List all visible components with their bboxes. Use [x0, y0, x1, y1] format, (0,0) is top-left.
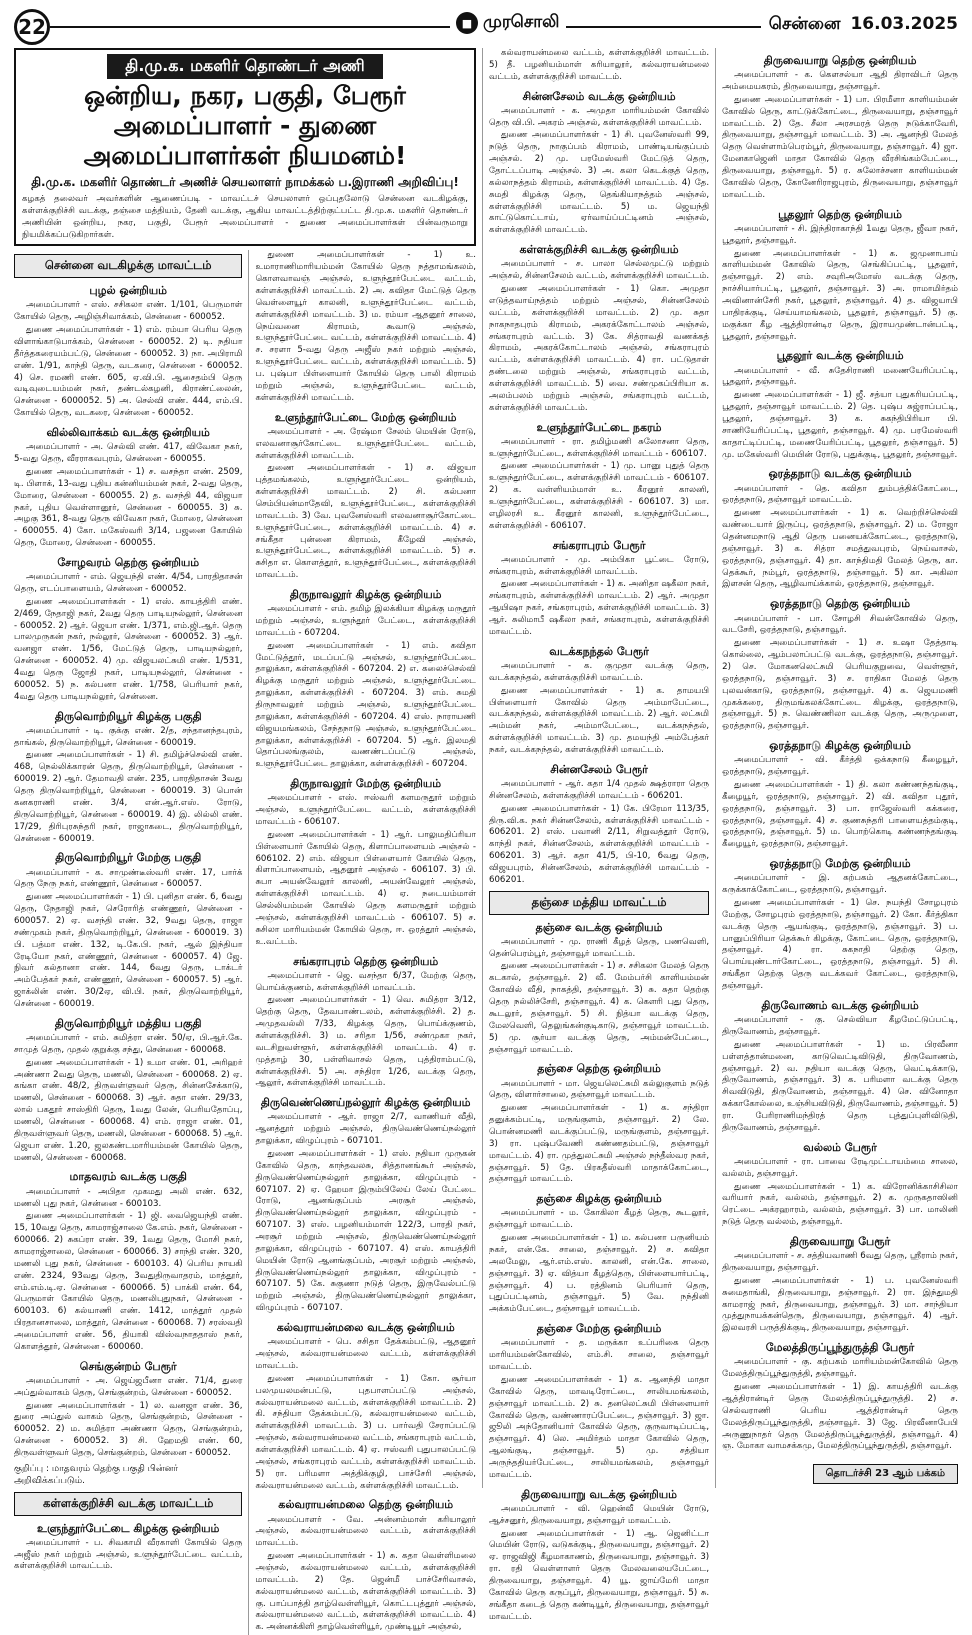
- appointment-paragraph: துணை அமைப்பாளர்கள் - 1) சி. புவனேஸ்வரி 99, நடுத் தெரு, நாகுப்பம் கிராமம், பாண்டியங்குப்பம் அஞ்சல். 2) மு. பரமேஸ்வரி மேட்டுத் தெரு, தோட்டப்பாடி அஞ்சல். 3) அ. கலா கெடக்குத் தெரு, கல்லாநத்தம் கிராமம், கள்ளக்குறிச்சி மாவட்டம். 4) தே. சுமதி கிழக்கு தெரு, தெங்கியாநத்தம் அஞ்சல், கள்ளக்குறிச்சி மாவட்டம். 5) ம. ஜெயந்தி காட்டுகொட்டாய், ஏர்வாய்ப்பட்டினம் அஞ்சல், கள்ளக்குறிச்சி மாவட்டம்.: [488, 130, 710, 236]
- appointment-paragraph: அமைப்பாளர் - ரா. தமிழ்மணி சுலோசனா தெரு, உளுந்தூர்பேட்டை, கள்ளக்குறிச்சி மாவட்டம் - 606107.: [488, 436, 710, 459]
- appointment-paragraph: துணை அமைப்பாளர்கள் - 1) க. ஜமுனாபாய் காளியம்மன் கோவில் தெரு, செங்கிப்பட்டி, பூதலூர், தஞ்சாவூர். 2) எம். சவுரிஅமோஸ் வடக்கு தெரு, நாச்சியார்பட்டி, பூதலூர், தஞ்சாவூர். 3) அ. ராமாமிர்தம் அவினான்சேரி நகர், பூதலூர், தஞ்சாவூர். 4) த. விஜயாபி பாதிரக்குடி, செய்யாமங்கலம், பூதலூர், தஞ்சாவூர். 5) கு. மகுக்கா கீழ ஆத்திரான்டிர தெரு, இராயமுண்டான்பட்டி, பூதலூர், தஞ்சாவூர்.: [722, 248, 958, 342]
- appointment-paragraph: துணை அமைப்பாளர்கள் - 1) க. வெற்றிச்செல்வி வண்டையார் இருப்பு, ஒரத்தநாடு, தஞ்சாவூர். 2) ம. ரோஜா தென்னமநாடு ஆதி தெரு பனையக்கோட்டை, ஒரத்தநாடு, தஞ்சாவூர். 3) க. சித்ரா சமத்துவபுரம், நெய்வாசல், ஒரத்தநாடு, தஞ்சாவூர். 4) தா. காந்திமதி மேலத் தெரு, கா. தெக்கூர், நம்பூர், ஒரத்தநாடு, தஞ்சாவூர். 5) கா. அகிலா இளசன் தெரு, ஆழிவாய்க்கால், ஒரத்தநாடு, தஞ்சாவூர்.: [722, 508, 958, 590]
- union-heading: திருவையாறு பேரூர்: [789, 1235, 891, 1249]
- appointment-paragraph: அமைப்பாளர் - அபிதா முகமது அலி எண். 632, மணலி புது நகர், சென்னை - 600103.: [14, 1186, 243, 1209]
- union-heading: உளுந்தூர்பேட்டை கிழக்கு ஒன்றியம்: [37, 1521, 220, 1535]
- appointment-paragraph: அமைப்பாளர் - இ. கற்பகம் ஆதனக்கோட்டை, கருக்காக்கோட்டை, ஒரத்தநாடு, தஞ்சாவூர்.: [722, 873, 958, 896]
- appointment-paragraph: அமைப்பாளர் - எஸ். சசிகலா எண். 1/101, பெருமாள் கோயில் தெரு, அழிஞ்சிவாக்கம், சென்னை - 600052.: [14, 300, 243, 323]
- appointment-paragraph: துணை அமைப்பாளர்கள் - 1) பி. புனிதா எண். 6, 6வது தெரு, நேதாஜி நகர், செரோரித் எண்ணூர், சென்னை - 600057. 2) ஏ. வசந்தி எண். 32, 9வது தெரு, ராஜா சண்முகம் நகர், திருவொற்றியூர், சென்னை - 600019. 3) பி. பத்மா எண். 132, டி.கே.பி. நகர், ஆல் இந்தியா ரேடியோ நகர், எண்ணூர், சென்னை - 600057. 4) ஜே. நிவர் கல்தானா எண். 144, 6வது தெரு, டாக்டர் அம்பேத்கர் நகர், எண்ணூர், சென்னை - 600057. 5) ஆர். ஜாக்லின் எண். 30/2ஏ, வி.பி. நகர், திருவொற்றியூர், சென்னை - 600019.: [14, 892, 243, 1009]
- appointment-paragraph: அமைப்பாளர் - அ. செல்வி எண். 417, விவேகா நகர், 5-வது தெரு, வீரராகவபுரம், சென்னை - 600055.: [14, 442, 243, 465]
- appointment-paragraph: துணை அமைப்பாளர்கள் - 1) ச. விஜயா புத்தமங்கலம், உளுந்தூர்பேட்டை ஒன்றியம், கள்ளக்குறிச்சி மாவட்டம். 2) சி. கல்பனா செம்பியன்மாதேவி, உளுந்தூர்பேட்டை, கள்ளக்குறிச்சி மாவட்டம். 3) வே. புவனேஸ்வரி எலவனாசூர்கோட்டை உளுந்தூர்பேட்டை, கள்ளக்குறிச்சி மாவட்டம். 4) ச. சங்கீதா புன்னை கிராமம், கீழேவி அஞ்சல், உளுந்தூர்பேட்டை, கள்ளக்குறிச்சி மாவட்டம். 5) ச. சுசிதா எ. கொளத்தூர், உளுந்தூர்பேட்டை, கள்ளக்குறிச்சி மாவட்டம்.: [255, 463, 476, 581]
- left-columns: [14, 250, 476, 1635]
- appointment-paragraph: அமைப்பாளர் - வி. கீர்த்தி ஒக்கநாடு கீழையூர், ஒரத்தநாடு, தஞ்சாவூர்.: [722, 755, 958, 778]
- newspaper-name: முரசொலி: [483, 12, 560, 32]
- union-heading: புழல் ஒன்றியம்: [89, 284, 168, 298]
- union-heading: தஞ்சை வடக்கு ஒன்றியம்: [535, 920, 663, 934]
- appointment-paragraph: அமைப்பாளர் - சி. இந்திராகாந்தி 1வது தெரு, ஜீவா நகர், பூதலூர், தஞ்சாவூர்.: [722, 223, 958, 246]
- column-3: [488, 48, 710, 1622]
- union-heading: திருவொற்றியூர் மேற்கு பகுதி: [55, 851, 202, 865]
- appointment-paragraph: அமைப்பாளர் - மா. ஜெயலெட்சுமி கல்லுகுளம் நடுத் தெரு, விளார்சாலை, தஞ்சாவூர் மாவட்டம்.: [488, 1078, 710, 1101]
- appointment-paragraph: துணை அமைப்பாளர்கள் - 1) ஜீ. சத்யா புதுகரியப்பட்டி, பூதலூர், தஞ்சாவூர் மாவட்டம். 2) தெ. புஷ்ப சுஜ்ராப்பட்டி, பூதலூர், தஞ்சாவூர். 3) க. சுகந்திபிரியா பி. சாணியேரிப்பட்டி, பூதலூர், தஞ்சாவூர். 4) மு. பரமேஸ்வரி காதாட்டிப்பட்டி, மணையேரிப்பட்டி, பூதலூர், தஞ்சாவூர். 5) மு. மகேஸ்வரி மெயின் ரோடு, புதுக்குடி, பூதலூர், தஞ்சாவூர்.: [722, 390, 958, 460]
- lead-headline-line-2: அமைப்பாளர் - துணை அமைப்பாளர்கள் நியமனம்!: [83, 111, 407, 170]
- appointment-paragraph: துணை அமைப்பாளர்கள் - 1) க. விரோனிக்காசிசிலா வரியார் நகர், வல்லம், தஞ்சாவூர். 2) க. முருகதாஸினி ரெட்டை அக்ரஹாரம், வல்லம், தஞ்சாவூர். 3) பா. மாலினி நடுத் தெரு வல்லம், தஞ்சாவூர்.: [722, 1181, 958, 1228]
- masthead: [14, 6, 958, 48]
- lead-headline-line-1: ஒன்றிய, நகர, பகுதி, பேரூர்: [84, 81, 406, 110]
- appointment-paragraph: அமைப்பாளர் - எம். சுமித்ரா எண். 50/ஏ, பி.ஆர்.கே. சாமுத் தெரு, முதல் குறுக்கு சந்து, சென்னை - 600068.: [14, 1033, 243, 1055]
- appointment-paragraph: துணை அமைப்பாளர்கள் - 1) ல. வனஜா எண். 36, துரை அப்துல் வாகம் தெரு, செங்குன்றம், சென்னை - 600052. 2) ம. சுமித்ரா அண்ணா தெரு, செங்குன்றம், சென்னை - 600052. 3) சி. ஹேமதி எண். 60, திருவள்ளுவர் தெரு, செங்குன்றம், சென்னை - 600052.: [14, 1400, 243, 1458]
- column-divider: [482, 48, 483, 1488]
- appointment-paragraph: துணை அமைப்பாளர்கள் - 1) வெ. சுமித்ரா 3/12, தெற்கு தெரு, தேவபாண்டலம், கள்ளக்குறிச்சி. 2) த. அமுதவல்லி 7/33, கிழக்கு தெரு, பொய்க்குணம், கள்ளக்குறிச்சி. 3) ம. சரிதா 1/56, சண்முகா நகர், வடசிறுவள்ளூர், கள்ளக்குறிச்சி மாவட்டம். 4) ர. முத்தாழ் 30, பள்ளிவாசல் தெரு, புத்திராம்பட்டு, கள்ளக்குறிச்சி. 5) அ. சந்திரா 1/26, வடக்கு தெரு, ஆலூர், கள்ளக்குறிச்சி மாவட்டம்.: [255, 995, 476, 1089]
- union-heading: சின்னசேலம் வடக்கு ஒன்றியம்: [522, 89, 676, 103]
- district-heading: சென்னை வடகிழக்கு மாவட்டம்: [14, 254, 242, 278]
- union-heading: திருவையாறு தெற்கு ஒன்றியம்: [763, 54, 917, 67]
- union-heading: கல்வராயன்மலை தெற்கு ஒன்றியம்: [278, 1498, 454, 1512]
- appointment-paragraph: துணை அமைப்பாளர்கள் - 1) கோ. சூர்யா பலமுயலமன்பட்டு, புதபாளப்பட்டு அஞ்சல், கல்வராயன்மலை வட்டம், கள்ளக்குறிச்சி மாவட்டம். 2) கி. சந்தியா தேக்கம்பட்டு, கல்வராயன்மலை வட்டம், கள்ளக்குறிச்சி மாவட்டம். 3) ப. பார்வதி சேராப்பட்டு அஞ்சல், கல்வராயன்மலை வட்டம், சங்கராபுரம் வட்டம், கள்ளக்குறிச்சி மாவட்டம். 4) ஏ. ஈஸ்வரி புதுபாலப்பட்டு அஞ்சல், சங்கராபுரம் வட்டம், கள்ளக்குறிச்சி மாவட்டம். 5) ரா. பரிமளா அத்திக்குழி, பாச்சேரி அஞ்சல், கல்வராயன்மலை வட்டம், கள்ளக்குறிச்சி மாவட்டம்.: [255, 1373, 476, 1491]
- note-text: குறிப்பு : மாதவரம் தெற்கு பகுதி பின்னர் அறிவிக்கப்படும்.: [14, 1463, 179, 1487]
- column-divider: [715, 48, 716, 1488]
- appointment-paragraph: அமைப்பாளர் - டி. குக்கு எண். 2/த, சந்தானந்தபுரம், தாங்கல், திருவொற்றியூர், சென்னை - 600019.: [14, 725, 243, 748]
- appointment-paragraph: அமைப்பாளர் - பா. சோழசி சிவன்கோவில் தெரு, வடசேரி, ஒரத்தநாடு, தஞ்சாவூர்.: [722, 613, 958, 636]
- tiger-logo-icon: ■: [456, 12, 478, 34]
- appointment-paragraph: அமைப்பாளர் - மு. அம்பிகா பூட்டை ரோடு, சங்கராபுரம், கள்ளக்குறிச்சி மாவட்டம்.: [488, 554, 710, 577]
- left-section: [14, 48, 476, 1633]
- appointment-paragraph: துணை அமைப்பாளர்கள் - 1) ச. வசந்தா எண். 2509, டி. பிளாக், 13-வது புதிய கன்னியம்மன் நகர், 2-வது தெரு, மோரை, சென்னை - 600055. 2) த. வசந்தி 44, விஜயா நகர், புதிய வெள்ளானூர், சென்னை - 600055. 3) சு. அழகு 361, 8-வது தெரு விவேகா நகர், மோரை, சென்னை - 600055. 4) கோ. மகேஸ்வரி 3/14, பஜனை கோயில் தெரு, மோரை, சென்னை - 600055.: [14, 466, 243, 549]
- union-heading: திருவெண்ணெய்நல்லூர் கிழக்கு ஒன்றியம்: [260, 1096, 471, 1110]
- appointment-paragraph: துணை அமைப்பாளர்கள் - 1) ஆர். பாலுமதிப்ரியா பிள்ளையார் கோயில் தெரு, கிளாப்பாளையம் அஞ்சல் - 606102. 2) எம். விஜயா பிள்ளையார் கோயில் தெரு, கிளாப்பாளையம், ஆதனூர் அஞ்சல் - 606107. 3) பி. சுபா அயன்வேலூர் காலனி, அயன்வேலூர் அஞ்சல், கள்ளக்குறிச்சி மாவட்டம். 4) ஏ. நடையம்மாள் செல்லியம்மன் கோயில் தெரு களமருதூர் மற்றும் அஞ்சல், கள்ளக்குறிச்சி மாவட்டம் - 606107. 5) ச. சுசிலா மாரியம்மன் கோயில் தெரு, ஈ. ஒரத்தூர் அஞ்சல், உ.வட்டம்.: [255, 829, 476, 947]
- appointment-paragraph: அமைப்பாளர் - ஜெ. வசந்தா 6/37, மேற்கு தெரு, பொய்க்குணம், கள்ளக்குறிச்சி மாவட்டம்.: [255, 970, 476, 993]
- appointment-paragraph: துணை அமைப்பாளர்கள் - 1) கொ. அமுதா எடுத்தவாய்நத்தம் மற்றும் அஞ்சல், சின்னசேலம் வட்டம், கள்ளக்குறிச்சி மாவட்டம். 2) மு. சுதா நாகநாதபுரம் கிராமம், அகரக்கோட்டாலம் அஞ்சல், சங்கராபுரம் வட்டம். 3) கே. சித்ராவதி வணக்கத் கிராமம், அகரக்கோட்டாலம் அஞ்சல், சங்கராபுரம் வட்டம், கள்ளக்குறிச்சி மாவட்டம். 4) ரா. பட்டுதாள் தண்டலை மற்றும் அஞ்சல், சங்கராபுரம் வட்டம், கள்ளக்குறிச்சி மாவட்டம். 5) வை. சண்முகப்பிரியா க. அலம்பலம் மற்றும் அஞ்சல், சங்கராபுரம் வட்டம், கள்ளக்குறிச்சி மாவட்டம்.: [488, 284, 710, 413]
- union-heading: திருவோணம் வடக்கு ஒன்றியம்: [761, 998, 919, 1012]
- appointment-paragraph: துணை அமைப்பாளர்கள் - 1) கே. பிரேமா 113/35, திரு.வி.க. நகர் சின்னசேலம், கள்ளக்குறிச்சி மாவட்டம் - 606201. 2) எஸ். பவானி 2/11, சிறுவத்தூர் ரோடு, காந்தி நகர், சின்னசேலம், கள்ளக்குறிச்சி மாவட்டம் - 606201. 3) ஆர். கதா 41/5, பி-10, 6வது தெரு, விஜயபுரம், சின்னசேலம், கள்ளக்குறிச்சி மாவட்டம் - 606201.: [488, 803, 710, 885]
- appointment-paragraph: அமைப்பாளர் - எம். ஜெயந்தி எண். 4/54, பாரதிதாசன் தெரு, எடப்பாளையம், சென்னை - 600052.: [14, 572, 243, 594]
- appointment-paragraph: அமைப்பாளர் - ரா. பாவை ரேடிமுட்டாயம்மை சாலை, வல்லம், தஞ்சாவூர்.: [722, 1156, 958, 1179]
- appointment-paragraph: அமைப்பாளர் - கு. கற்பகம் மாரியம்மன்கோவில் தெரு மேலத்திருப்பூந்துருத்தி, தஞ்சாவூர்.: [722, 1357, 958, 1380]
- union-heading: சின்னசேலம் பேரூர்: [550, 762, 648, 776]
- lead-kicker: தி.மு.க. மகளிர் தொண்டர் அணி: [107, 54, 382, 79]
- appointment-paragraph: துணை அமைப்பாளர்கள் - 1) ச. சசிகலா மேலத் தெரு கடகால், தஞ்சாவூர். 2) வீ. மேம்பர்சி காளியம்மன் கோவில் வீதி, நாகத்தி, தஞ்சாவூர். 3) சு. சுதா தெற்கு தெரு நல்லிச்சேரி, தஞ்சாவூர். 4) க. கௌரி புது தெரு, கூடலூர், தஞ்சாவூர். 5) சி. நித்யா வடக்கு தெரு, மேலவெளி, தெலுங்கன்குடிகாடு, தஞ்சாவூர் மாவட்டம். 5) மு. சூர்யா வடக்கு தெரு, அம்மன்பேட்டை, தஞ்சாவூர் மாவட்டம்.: [488, 961, 710, 1055]
- appointment-paragraph: துணை அமைப்பாளர்கள் - 1) ச. உஷா தேத்தாடி கொல்லை, ஆம்பலாப்பட்டு வடக்கு, ஒரத்தநாடு, தஞ்சாவூர். 2) செ. மோகனலெட்சுமி பெரியகுறுவை, வெள்ளூர், ஒரத்தநாடு, தஞ்சாவூர். 3) ச. ராதிகா மேலத் தெரு புலவன்காடு, ஒரத்தநாடு, தஞ்சாவூர். 4) க. ஜெயமணி முகக்கரை, திருமங்கலக்கோட்டை கிழக்கு, ஒரத்தநாடு, தஞ்சாவூர். 5) ந. வெண்ணிலா வடக்கு தெரு, அருமுளை, ஒரத்தநாடு, தஞ்சாவூர்.: [722, 638, 958, 732]
- appointment-paragraph: அமைப்பாளர் - மு. ராணி கீழத் தெரு, பணவெளி, தென்பெரம்பூர், தஞ்சாவூர் மாவட்டம்.: [488, 936, 710, 959]
- union-heading: திருவொற்றியூர் மத்திய பகுதி: [54, 1016, 202, 1030]
- union-heading: வில்லிவாக்கம் வடக்கு ஒன்றியம்: [46, 426, 210, 440]
- page-number: 22: [14, 9, 50, 45]
- appointment-paragraph: துணை அமைப்பாளர்கள் - 1) ப. புவனேஸ்வரி சுமைதாங்கி, திருவையாறு, தஞ்சாவூர். 2) ரா. இந்துமதி காமராஜ் நகர், திருவையாறு, தஞ்சாவூர். 3) மா. சாந்தியா முத்துநாயக்கன்தெரு, திருவையாறு, தஞ்சாவூர். 4) ஆர். இலவரசி பருத்திக்குடி, திருவையாறு, தஞ்சாவூர்.: [722, 1275, 958, 1334]
- union-heading: உளுந்தூர்பேட்டை மேற்கு ஒன்றியம்: [274, 410, 457, 424]
- column-1: [14, 250, 242, 1635]
- newspaper-logo: [450, 12, 566, 34]
- union-heading: ஒரத்தநாடு மேற்கு ஒன்றியம்: [769, 857, 911, 871]
- appointment-paragraph: துணை அமைப்பாளர்கள் - 1) க. அனிதா ஷகீலா நகர், சங்கராபுரம், கள்ளக்குறிச்சி மாவட்டம். 2) ஆர். அமுதா ஆயிஷா நகர், சங்கராபுரம், கள்ளக்குறிச்சி மாவட்டம். 3) ஆர். சுலிமாபீ ஷகீலா நகர், சங்கராபுரம், கள்ளக்குறிச்சி மாவட்டம்.: [488, 579, 710, 637]
- union-heading: வடக்கநந்தல் பேரூர்: [549, 644, 649, 658]
- appointment-paragraph: அமைப்பாளர் - ஆர். ராஜா 2/7, வாணியர் வீதி, ஆனத்தூர் மற்றும் அஞ்சல், திருவெண்ணெய்நல்லூர் தாலுக்கா, விழுப்புரம் - 607101.: [255, 1112, 476, 1147]
- appointment-paragraph: துணை அமைப்பாளர்கள் - 1) உமா எண். 01, அரிஹர் அண்ணா 2வது தெரு, மணலி, சென்னை - 600068. 2) ஏ. கங்கா எண். 48/2, திருவள்ளுவர் தெரு, சின்னசேக்காடு, மணலி, சென்னை - 600068. 3) ஆர். சுதா எண். 29/33, லால் பகதூர் சாஸ்திரி தெரு, 1வது லேன், பெரியதோப்பு, மணலி, சென்னை - 600068. 4) எம். ராஜா எண். 01, திருவள்ளுவர் தெரு, மணலி, சென்னை - 600068. 5) ஆர். ஜெயா எண். 1.20, ஜலகண்டமாரியம்மன் கோயில் தெரு, மணலி, சென்னை - 600068.: [14, 1057, 243, 1163]
- union-heading: திருநாவலூர் மேற்கு ஒன்றியம்: [290, 777, 442, 791]
- district-heading: தஞ்சை மத்திய மாவட்டம்: [489, 891, 709, 915]
- union-heading: செங்குன்றம் பேரூர்: [79, 1359, 177, 1373]
- appointment-paragraph: அமைப்பாளர் - தெ. கவிதா தும்பத்திக்கோட்டை, ஒரத்தநாடு, தஞ்சாவூர் மாவட்டம்.: [722, 483, 958, 506]
- union-heading: கள்ளக்குறிச்சி வடக்கு ஒன்றியம்: [519, 243, 679, 257]
- appointment-paragraph: அமைப்பாளர் - எம். தமிழ் இலக்கியா கிழக்கு மருதூர் மற்றும் அஞ்சல், உளுந்தூர் பேட்டை, கள்ளக்குறிச்சி மாவட்டம் - 607204.: [255, 604, 476, 638]
- appointment-paragraph: அமைப்பாளர் - ஆர். கதா 1/4 முதல் க்ஷத்ராரா தெரு சின்னசேலம், கள்ளக்குறிச்சி மாவட்டம் - 606201.: [488, 779, 710, 801]
- column-2: [255, 250, 476, 1635]
- lead-intro: கழகத் தலைவர் அவர்களின் ஆணைப்படி - மாவட்டச் செயலாளர் ஒப்புதலோடு சென்னை வடகிழக்கு, கள்ளக்குறிச்சி வடக்கு, தஞ்சை மத்தியம், தேனி வடக்கு, ஆகிய மாவட்டத்திற்குட்பட்ட தி.மு.க. மகளிர் தொண்டர் அணியின் ஒன்றிய, நகர, பகுதி, பேரூர் அமைப்பாளர் - துணை அமைப்பாளர்கள் பின்வருமாறு நியமிக்கப்படுகிறார்கள்.: [22, 194, 468, 240]
- appointment-paragraph: அமைப்பாளர் - ம. கோகிலா கீழத் தெரு, கூடலூர், தஞ்சாவூர் மாவட்டம்.: [488, 1208, 710, 1231]
- union-heading: மேலத்திருப்பூந்துருத்தி பேரூர்: [765, 1341, 915, 1355]
- appointment-paragraph: துணை அமைப்பாளர்கள் - 1) மு. பானு புதுத் தெரு உளுந்தூர்பேட்டை, கள்ளக்குறிச்சி மாவட்டம் - 606107. 2) க. வள்ளியம்மாள் உ. கீரனூர் காலனி, உளுந்தூர்பேட்டை, கள்ளக்குறிச்சி - 606107. 3) மா. எழிலரசி உ. கீரனூர் காலனி, உளுந்தூர்பேட்டை, கள்ளக்குறிச்சி - 606107.: [488, 461, 710, 531]
- union-heading: ஒரத்தநாடு கிழக்கு ஒன்றியம்: [769, 739, 911, 753]
- dateline-city: சென்னை: [768, 14, 841, 34]
- appointment-paragraph: துணை அமைப்பாளர்கள் - 1) இ. காயத்திரி வடக்கு ஆத்திரான்டிர் தெரு மேலத்திருப்பூந்துருத்தி. 2) ச. செல்வராணி பெரிய ஆத்திரான்டிர் தெரு மேலத்திருப்பூந்துருத்தி, தஞ்சாவூர். 3) ஜே. பிரவீனாபேபி அருணுநாதர் தெரு மேலத்திருப்பூந்துருத்தி, தஞ்சாவூர். 4) ஞ. மோகா வாமசக்கமு, மேலத்திருப்பூந்துருத்தி, தஞ்சாவூர்.: [722, 1382, 958, 1452]
- column-divider: [248, 250, 249, 1635]
- page-content: [14, 48, 958, 1633]
- union-heading: வல்லம் பேரூர்: [803, 1140, 877, 1154]
- union-heading: உளுந்தூர்பேட்டை நகரம்: [536, 420, 662, 434]
- union-heading: திருவையாறு வடக்கு ஒன்றியம்: [521, 1487, 677, 1501]
- union-heading: தஞ்சை கிழக்கு ஒன்றியம்: [536, 1192, 662, 1206]
- union-heading: திருநாவலூர் கிழக்கு ஒன்றியம்: [289, 587, 442, 601]
- appointment-paragraph: துணை அமைப்பாளர்கள் - 1) சி. தமிழ்ச்செல்வி எண். 468, நெல்லிக்காரன் தெரு, திருவொற்றியூர், சென்னை - 600019. 2) ஆர். தேமாவதி எண். 235, பாரதிதாசன் 3வது தெரு திருவொற்றியூர், சென்னை - 600019. 3) பொன் கனகராணி எண். 3/4, என்.ஆர்.எஸ். ரோடு, திருவொற்றியூர், சென்னை - 600019. 4) இ. லில்லி எண். 17/29, திரிபுரசுந்தரி நகர், ராஜாகடை, திருவொற்றியூர், சென்னை - 600019.: [14, 750, 243, 844]
- appointment-paragraph: துணை அமைப்பாளர்கள் - 1) செ. நயந்தி சோழபுரம் மேற்கு, சோழபுரம் ஒரத்தநாடு, தஞ்சாவூர். 2) கோ. கீர்த்திகா வடக்கு தெரு ஆயங்குடி, ஒரத்தநாடு, தஞ்சாவூர். 3) ப. பானுப்பிரியா தெக்கூர் கிழக்கு, கோட்டை தெரு, ஒரத்தநாடு, தஞ்சாவூர். 4) ரா. சுகநாதி தெற்கு தெரு, பொய்யுண்டார்கோட்டை, ஒரத்தநாடு, தஞ்சாவூர். 5) சி. சங்கீதா தெற்கு தெரு வடக்கவர் கோட்டை, ஒரத்தநாடு, தஞ்சாவூர்.: [722, 898, 958, 992]
- appointment-paragraph: கல்வராயன்மலை வட்டம், கள்ளக்குறிச்சி மாவட்டம். 5) தீ. பழனியம்மாள் கரியாலூர், கல்வராயன்மலை வட்டம், கள்ளக்குறிச்சி மாவட்டம்.: [488, 48, 710, 82]
- union-heading: சங்கராபுரம் தெற்கு ஒன்றியம்: [293, 954, 439, 968]
- union-heading: தஞ்சை மேற்கு ஒன்றியம்: [536, 1322, 662, 1336]
- appointment-paragraph: துணை அமைப்பாளர்கள் - 1) எஸ். நதியா முருகன் கோவில் தெரு, காந்தவலசு, சித்தானங்கூர் அஞ்சல், திருவெண்ணெய்நல்லூர் தாலுக்கா, விழுப்புரம் - 607107. 2) ஏ. ஹேமா இரும்பிலேய் லேய் பேட்டை ரோடு, ஆனங்குப்பம் அரசூர் அஞ்சல், திருவெண்ணெய்நல்லூர் தாலுக்கா, விழுப்புரம் - 607107. 3) எஸ். பழனியம்மாள் 122/3, பாரதி நகர், அரசூர் மற்றும் அஞ்சல், திருவெண்ணெய்நல்லூர் தாலுக்கா, விழுப்புரம் - 607107. 4) எஸ். காயத்திரி மெயின் ரோடு ஆனங்குப்பம், அரசூர் மற்றும் அஞ்சல், திருவெண்ணெய்நல்லூர் தாலுக்கா, விழுப்புரம் - 607107. 5) கே. சுகுணா நடுத் தெரு, இருவேல்பட்டு மற்றும் அஞ்சல், திருவெண்ணெய்நல்லூர் தாலுக்கா, விழுப்புரம் - 607107.: [255, 1149, 476, 1314]
- appointment-paragraph: அமைப்பாளர் - க. சாமுண்டீஸ்வரி எண். 17, பார்க் தெரு நேரு நகர், எண்ணூர், சென்னை - 600057.: [14, 867, 243, 890]
- appointment-paragraph: துணை அமைப்பாளர்கள் - 1) ஜி. வைஜெயந்தி எண். 15, 10வது தெரு, காமராஜ்சாலை கே.எம். நகர், சென்னை - 600066. 2) சுகப்ரா எண். 39, 1வது தெரு, மோசி நகர், காமராஜ்சாலை, சென்னை - 600066. 3) சாந்தி எண். 320, மணலி புது நகர், சென்னை - 600103. 4) பெரிய நாயகி எண். 2324, 93வது தெரு, 3வதுதிருவாதரம், மாத்தூர், எம்.எம்.டி.ஏ. சென்னை - 600066. 5) பாக்கி எண். 64, பெருமாள் கோயில் தெரு, மணலிபுதுநகர், சென்னை - 600103. 6) கல்யாணி எண். 1412, மாத்தூர் முதல் பிரதானசாலை, மாத்தூர், சென்னை - 600068. 7) சரஸ்வதி அமைப்பாளர் எண். 56, தியாகி விஸ்வநாததாஸ் நகர், கொளத்தூர், சென்னை - 600060.: [14, 1211, 243, 1352]
- appointment-paragraph: அமைப்பாளர் - அ. ரேஷ்மா சேலம் மெயின் ரோடு, எலவனாசூர்கோட்டை உளுந்தூர்பேட்டை வட்டம், கள்ளக்குறிச்சி மாவட்டம்.: [255, 426, 476, 461]
- union-heading: சோழவரம் தெற்கு ஒன்றியம்: [57, 555, 200, 569]
- union-heading: ஒரத்தநாடு வடக்கு ஒன்றியம்: [768, 467, 912, 481]
- appointment-paragraph: துணை அமைப்பாளர்கள் - 1) க. தாமயபி பிள்ளையார் கோவில் தெரு அம்மாபேட்டை, வடக்கநந்தல், கள்ளக்குறிச்சி மாவட்டம். 2) ஆர். லட்சுமி அம்மன் நகர், அம்மாபேட்டை, வடக்கநந்தல், கள்ளக்குறிச்சி மாவட்டம். 3) மு. தமயந்தி அம்பேத்கர் நகர், வடக்கநந்தல், கள்ளக்குறிச்சி மாவட்டம்.: [488, 685, 710, 755]
- appointment-paragraph: அமைப்பாளர் - வே. அன்னம்மாள் கரியாலூர் அஞ்சல், கல்வராயன்மலை வட்டம், கள்ளக்குறிச்சி மாவட்டம்.: [255, 1514, 476, 1549]
- appointment-paragraph: அமைப்பாளர் - வீ. சுதேசிராணி மணையேரிப்பட்டி, பூதலூர், தஞ்சாவூர்.: [722, 365, 958, 388]
- union-heading: பூதலூர் தெற்கு ஒன்றியம்: [778, 207, 902, 221]
- union-heading: தஞ்சை தெற்கு ஒன்றியம்: [537, 1062, 661, 1076]
- appointment-paragraph: அமைப்பாளர் - க. கௌசல்யா ஆதி திராவிடர் தெரு அம்மையகரம், திருவையாறு, தஞ்சாவூர்.: [722, 70, 958, 93]
- appointment-paragraph: அமைப்பாளர் - ப. சிவகாமி வீரகாளி கோயில் தெரு அஜீஸ் நகர் மற்றும் அஞ்சல், உளுந்தூர்பேட்டை வட்டம், கள்ளக்குறிச்சி மாவட்டம்.: [14, 1537, 243, 1572]
- appointment-paragraph: அமைப்பாளர் - ச. சத்தியவாணி 6வது தெரு, ஸ்ரீராம் நகர், திருவையாறு, தஞ்சாவூர்.: [722, 1251, 958, 1274]
- appointment-paragraph: துணை அமைப்பாளர்கள் - 1) க. ஆனந்தி மாதா கோவில் தெரு, மாவடிரோட்டை, சாலியமங்கலம், தஞ்சாவூர் மாவட்டம். 2) சு. தனலெட்சுமி பிள்ளையார் கோவில் தெரு, வண்ணாரப்பேட்டை, தஞ்சாவூர். 3) ஜா. ஜூலி அந்தோனியார் கோவில் தெரு, குருவாடிப்பட்டி, தஞ்சாவூர். 4) லெ. அமிர்தம் மாதா கோவில் தெரு, ஆலங்குடி, தஞ்சாவூர். 5) மு. சத்தியா அருந்ததியர்பேட்டை, சாலியமங்கலம், தஞ்சாவூர் மாவட்டம்.: [488, 1374, 710, 1480]
- appointment-paragraph: அமைப்பாளர் - அ. ஜெய்ஜபீனா எண். 71/4, துரை அப்துல்வாகம் தெரு, செங்குன்றம், சென்னை - 600052.: [14, 1375, 243, 1398]
- union-heading: பூதலூர் வடக்கு ஒன்றியம்: [776, 349, 904, 363]
- union-heading: ஒரத்தநாடு தெற்கு ஒன்றியம்: [770, 597, 911, 611]
- dateline-date: 16.03.2025: [850, 14, 958, 34]
- union-heading: கல்வராயன்மலை வடக்கு ஒன்றியம்: [276, 1321, 455, 1335]
- dateline: [761, 14, 958, 36]
- appointment-paragraph: அமைப்பாளர் - கு. செல்வியா கீழமேட்டுப்பட்டி, திருவோணம், தஞ்சாவூர்.: [722, 1015, 958, 1037]
- union-heading: மாதவரம் வடக்கு பகுதி: [69, 1170, 187, 1184]
- column-4: [722, 48, 958, 1488]
- appointment-paragraph: அமைப்பாளர் - எஸ். ஈஸ்வரி களமருதூர் மற்றும் அஞ்சல், உளுந்தூர்பேட்டை வட்டம், கள்ளக்குறிச்சி மாவட்டம் - 606107.: [255, 793, 476, 828]
- appointment-paragraph: அமைப்பாளர் - த. மருக்கா உப்பரிகை தெரு மாரியம்மன்கோவில், எம்.சி. சாலை, தஞ்சாவூர் மாவட்டம்.: [488, 1338, 710, 1373]
- appointment-paragraph: துணை அமைப்பாளர்கள் - 1) ம. கல்பனா பருனியம் நகர், என்.கே. சாலை, தஞ்சாவூர். 2) ச. கவிதா அலமேலு, ஆர்.எம்.எஸ். காலனி, என்.கே. சாலை, தஞ்சாவூர். 3) ஏ. வித்யா கீழத்தெரு, பிள்ளையார்பட்டி, தஞ்சாவூர். 4) ப. ரத்தினம் பெரியார் தெரு, புதுப்பட்டினம், தஞ்சாவூர். 5) வே. நந்தினி அக்கம்பேட்டை, தஞ்சாவூர் மாவட்டம்.: [488, 1233, 710, 1315]
- union-heading: சங்கராபுரம் பேரூர்: [552, 538, 646, 552]
- appointment-paragraph: துணை அமைப்பாளர்கள் - 1) தி. கலா கண்ணந்தங்குடி, கீழையூர், ஒரத்தநாடு, தஞ்சாவூர். 2) வி. கவிதா புதூர், ஒரத்தநாடு, தஞ்சாவூர். 3) பா. ராஜேஸ்வரி கக்கரை, ஒரத்தநாடு, தஞ்சாவூர். 4) ச. குணசுந்தரி பாளையத்தம்குடி, ஒரத்தநாடு, தஞ்சாவூர். 5) ம. பொற்கொடி கண்ணந்தங்குடி கீழையூர், ஒரத்தநாடு, தஞ்சாவூர்.: [722, 780, 958, 850]
- appointment-paragraph: துணை அமைப்பாளர்கள் - 1) சு. கதா வெள்ளிமலை அஞ்சல், கல்வராயன்மலை வட்டம், கள்ளக்குறிச்சி மாவட்டம். 2) தே. ஜென்மீ பாச்சேரிவாசல், கல்வராயன்மலை வட்டம், கள்ளக்குறிச்சி மாவட்டம். 3) கு. பாப்பாத்தி தாழ்வெள்ளியூர், கொட்டபுத்தூர் அஞ்சல், கல்வராயன்மலை வட்டம், கள்ளக்குறிச்சி மாவட்டம். 4) க. அன்னக்கிளி தாழ்வெள்ளியூர், முண்டியூர் அஞ்சல்,: [255, 1551, 476, 1633]
- continued-on-page-note: தொடர்ச்சி 23 ஆம் பக்கம்: [813, 1464, 958, 1484]
- appointment-paragraph: அமைப்பாளர் - ச. பாலா செல்லமுட்டு மற்றும் அஞ்சல், சின்னசேலம் வட்டம், கள்ளக்குறிச்சி மாவட்டம்.: [488, 259, 710, 282]
- appointment-paragraph: துணை அமைப்பாளர்கள் - 1) பா. பிரமீளா காளியம்மன் கோவில் தெரு, காட்டுக்கோட்டை, திருவையாறு, தஞ்சாவூர் மாவட்டம். 2) தே. சீலா அரசமரத் தெரு நடுக்காவேரி, திருவையாறு, தஞ்சாவூர் மாவட்டம். 3) அ. ஆனந்தி மேலத் தெரு வெள்ளாம்பெரம்பூர், திருவையாறு, தஞ்சாவூர். 4) ஜா. மேனகாஜெனி மாதா கோவில் தெரு வீரசிங்கம்பேட்டை, திருவையாறு, தஞ்சாவூர். 5) ர. சுலோச்சனா காளியம்மன் கோவில் தெரு, கோனேரிராஜபுரம், திருவையாறு, தஞ்சாவூர் மாவட்டம்.: [722, 94, 958, 200]
- union-heading: திருவொற்றியூர் கிழக்கு பகுதி: [54, 709, 202, 723]
- district-heading: கள்ளக்குறிச்சி வடக்கு மாவட்டம்: [14, 1492, 242, 1516]
- lead-subheadline: தி.மு.க. மகளிர் தொண்டர் அணிச் செயலாளர் நாமக்கல் ப.இராணி அறிவிப்பு!: [31, 175, 459, 189]
- appointment-paragraph: துணை அமைப்பாளர்கள் - 1) உ. உமாராணிமாரியம்மன் கோயில் தெரு நத்தாமங்கலம், கொளவாவஞ் அஞ்சல், உளுந்தூர்பேட்டை வட்டம், கள்ளக்குறிச்சி மாவட்டம். 2) அ. கவிதா மேட்டுத் தெரு வெள்ளையூர் காலனி, உளுந்தூர்பேட்டை வட்டம், கள்ளக்குறிச்சி மாவட்டம். 3) ம. ரம்யா ஆதனூர் சாலை, நெய்வனை கிராமம், கூவாடு அஞ்சல், உளுந்தூர்பேட்டை வட்டம், கள்ளக்குறிச்சி மாவட்டம். 4) ச. சரளா 5-வது தெரு அஜீஸ் நகர் மற்றும் அஞ்சல், உளுந்தூர்பேட்டை வட்டம், கள்ளக்குறிச்சி மாவட்டம். 5) ப. புஷ்பா பிள்ளையார் கோயில் தெரு பாலி கிராமம் மற்றும் அஞ்சல், உளுந்தூர்பேட்டை வட்டம், கள்ளக்குறிச்சி மாவட்டம்.: [255, 250, 476, 403]
- appointment-paragraph: அமைப்பாளர் - வி. ஹென்வீ மெயின் ரோடு, ஆச்சனூர், திருவையாறு, தஞ்சாவூர் மாவட்டம்.: [488, 1503, 710, 1526]
- lead-article-header: [14, 48, 476, 246]
- appointment-paragraph: அமைப்பாளர் - க. அமுதா மாரியம்மன் கோவில் தெரு வி.பி. அகரம் அஞ்சல், கள்ளக்குறிச்சி மாவட்டம்.: [488, 105, 710, 128]
- appointment-paragraph: அமைப்பாளர் - க. குமுதா வடக்கு தெரு, வடக்கநந்தல், கள்ளக்குறிச்சி மாவட்டம்.: [488, 660, 710, 683]
- appointment-paragraph: துணை அமைப்பாளர்கள் - 1) எஸ். காயத்திரி எண். 2/469, நேதாஜி நகர், 2வது தெரு பாடியநல்லூர், சென்னை - 600052. 2) ஆர். ஜெயா எண். 1/371, எம்.ஜி.ஆர். தெரு பாலமுருகன் நகர், நல்லூர், சென்னை - 600052. 3) ஆர். வனஜா எண். 1/56, மேட்டுத் தெரு, பாடியநல்லூர், சென்னை - 600052. 4) மு. விஜயலட்சுமி எண். 1/531, 4வது தெரு ஜோதி நகர், பாடியநல்லூர், சென்னை - 600052. 5) ந. கல்பனா எண். 1/758, பெரியார் நகர், 4வது தெரு பாடியநல்லூர், சென்னை.: [14, 596, 243, 702]
- appointment-paragraph: துணை அமைப்பாளர்கள் - 1) ம. பிரவீனா பள்ளத்தான்மனை, காடுவெட்டிவிடுதி, திருவோணம், தஞ்சாவூர். 2) வ. நதியா வடக்கு தெரு, வெட்டிக்காடு, திருவோணம், தஞ்சாவூர். 3) க. பரிமளா வடக்கு தெரு சிவவிடுதி, திருவோணம், தஞ்சாவூர். 4) செ. வினோதா சுக்காகோல்லை, உஞ்சியவிடுதி, திருவோணம், தஞ்சாவூர். 5) ரா. பேரிராணிமந்திரத் தெரு புத்துப்புளிவிடுதி, திருவோணம், தஞ்சாவூர்.: [722, 1039, 958, 1133]
- appointment-paragraph: துணை அமைப்பாளர்கள் - 1) க. சந்திரா தனுக்கம்பட்டி, மருங்குளம், தஞ்சாவூர். 2) லே. பொன்னமணி வடக்குப்பட்டு, மருங்குளம், தஞ்சாவூர். 3) ரா. புஷ்பவேணி கண்ணதம்பட்டு, தஞ்சாவூர் மாவட்டம். 4) ரா. முத்துலட்சுமி அஞ்சல் நந்தீஸ்வர நகர், தஞ்சாவூர். 5) தே. பிரகதீஸ்வரி மாதாக்கோட்டை, தஞ்சாவூர் மாவட்டம்.: [488, 1103, 710, 1185]
- appointment-paragraph: துணை அமைப்பாளர்கள் - 1) எம். கவிதா மேட்டுத்தூர், மடப்பட்டு அஞ்சல், உளுந்தூர்பேட்டை தாலுக்கா, கள்ளக்குறிச்சி - 607204. 2) எ. கலைச்செல்வி கிழக்கு மருதூர் மற்றும் அஞ்சல், உளுந்தூர்பேட்டை தாலுக்கா, கள்ளக்குறிச்சி - 607204. 3) எம். சுமதி திருநாவலூர் மற்றும் அஞ்சல், உளுந்தூர்பேட்டை தாலுக்கா, கள்ளக்குறிச்சி - 607204. 4) எஸ். நாராயணி விஜயமங்கலம், சேந்தநாடு அஞ்சல், உளுந்தூர்பேட்டை தாலுக்கா, கள்ளக்குறிச்சி - 607204. 5) ஆர். இலமதி தொப்பலங்குலம், வணண்டப்பட்டு அஞ்சல், உளுந்தூர்பேட்டை தாலுக்கா, கள்ளக்குறிச்சி - 607204.: [255, 640, 476, 770]
- appointment-paragraph: துணை அமைப்பாளர்கள் - 1) ஆ. ஜெனிட்டா மெயின் ரோடு, வடுகக்குடி, திருவையாறு, தஞ்சாவூர். 2) ஏ. ராஜவிஜி கீழமாகாணம், திருவையாறு, தஞ்சாவூர். 3) ரா. ரதி வெள்ளாளர் தெரு மேலவலையபேட்டை, திருவையாறு, தஞ்சாவூர். 4) யூ. ஜாய்மேரி மாதா கோவில் தெரு கருப்பூர், திருவையாறு, தஞ்சாவூர். 5) சு. சங்கீதா கடைத் தெரு கண்டியூர், திருவையாறு, தஞ்சாவூர் மாவட்டம்.: [488, 1528, 710, 1622]
- appointment-paragraph: அமைப்பாளர் - பெ. சசிதா தேக்கம்பட்டு, ஆதனூர் அஞ்சல், கல்வராயன்மலை வட்டம், கள்ளக்குறிச்சி மாவட்டம்.: [255, 1337, 476, 1371]
- appointment-paragraph: துணை அமைப்பாளர்கள் - 1) எம். ரம்யா பெரிய தெரு விளாங்காடுபாக்கம், சென்னை - 600052. 2) டி. நதியா தீர்த்தகரையம்பட்டு, சென்னை - 600052. 3) நா. அபிராமி எண். 1/91, காந்தி தெரு, வடகரை, சென்னை - 600052. 4) செ. ரமணி எண். 605, ஏ.வி.பி. ஆசைதம்பி தெரு வடிவுடையம்மன் நகர், தண்டல்கழனி, கிராண்ட்லைன், சென்னை - 6000052. 5) அ. செல்வி எண். 444, எம்.பி. கோயில் தெரு, வடகரை, சென்னை - 600052.: [14, 325, 243, 419]
